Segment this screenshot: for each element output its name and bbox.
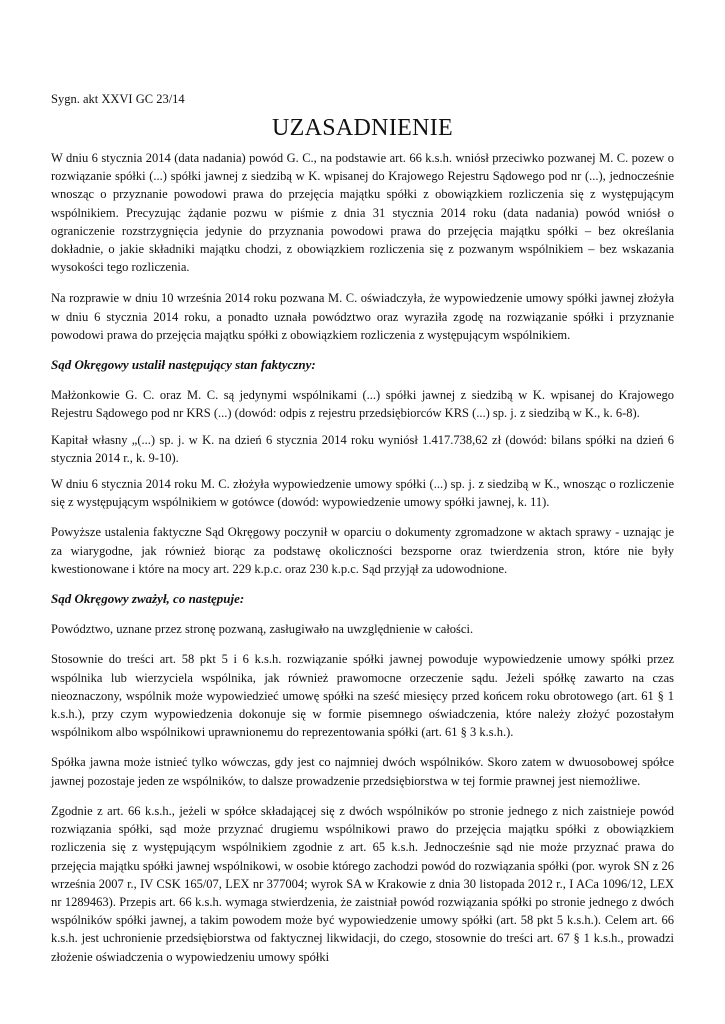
paragraph-hearing: Na rozprawie w dniu 10 września 2014 roku pozwana M. C. oświadczyła, że wypowiedzenie umowy spółki jawnej złożyła w dniu 6 stycznia 2014 roku, a ponadto uznała powództwo oraz wyraziła zgodę na rozwiązanie spółki i przyznanie powodowi prawa do przejęcia majątku spółki z obowiązkiem rozliczenia z występującym wspólnikiem. [51, 291, 674, 342]
paragraph-art-58: Stosownie do treści art. 58 pkt 5 i 6 k.s.h. rozwiązanie spółki jawnej powoduje wypowiedzenie umowy spółki przez wspólnika lub wierzyciela wspólnika, jak również prawomocne orzeczenie sądu. Jeżeli spółkę zawarto na czas nieoznaczony, wspólnik może wypowiedzieć umowę spółki na sześć miesięcy przed końcem roku obrotowego (art. 61 § 1 k.s.h.), przy czym wypowiedzenia dokonuje się w formie pisemnego oświadczenia, które należy złożyć pozostałym wspólnikom albo wspólnikowi uprawnionemu do reprezentowania spółki (art. 61 § 3 k.s.h.). [51, 652, 674, 740]
paragraph-art-66: Zgodnie z art. 66 k.s.h., jeżeli w spółce składającej się z dwóch wspólników po stronie jednego z nich zaistnieje powód rozwiązania spółki, sąd może przyznać drugiemu wspólnikowi prawo do przejęcia majątku spółki z obowiązkiem rozliczenia się z występującym wspólnikiem zgodnie z art. 65 k.s.h. Jednocześnie sąd nie może przyznać prawa do przejęcia majątku spółki jawnej wspólnikowi, w osobie którego zachodzi powód do rozwiązania spółki (por. wyrok SN z 26 września 2007 r., IV CSK 165/07, LEX nr 377004; wyrok SA w Krakowie z dnia 30 listopada 2012 r., I ACa 1096/12, LEX nr 1289463). Przepis art. 66 k.s.h. wymaga stwierdzenia, że zaistniał powód rozwiązania spółki po stronie jednego z dwóch wspólników spółki jawnej, a takim powodem może być wypowiedzenie umowy spółki (art. 58 pkt 5 k.s.h.). Celem art. 66 k.s.h. jest uchronienie przedsiębiorstwa od faktycznej likwidacji, do czego, stosownie do treści art. 67 § 1 k.s.h., prowadzi złożenie oświadczenia o wypowiedzeniu umowy spółki [51, 803, 674, 964]
paragraph-findings-basis: Powyższe ustalenia faktyczne Sąd Okręgowy poczynił w oparciu o dokumenty zgromadzone w aktach sprawy - uznając je za wiarygodne, jak również biorąc za podstawę okoliczności bezsporne oraz twierdzenia stron, które nie były kwestionowane i które na mocy art. 229 k.p.c. oraz 230 k.p.c. Sąd przyjął za udowodnione. [51, 525, 674, 576]
paragraph-claim-granted: Powództwo, uznane przez stronę pozwaną, zasługiwało na uwzględnienie w całości. [51, 622, 474, 637]
paragraph-termination: W dniu 6 stycznia 2014 roku M. C. złożyła wypowiedzenie umowy spółki (...) sp. j. z siedzibą w K., wnosząc o rozliczenie się z występującym wspólnikiem w gotówce (dowód: wypowiedzenie umowy spółki jawnej, k. 11). [51, 477, 674, 510]
paragraph-capital: Kapitał własny „(...) sp. j. w K. na dzień 6 stycznia 2014 roku wyniósł 1.417.738,62 zł (dowód: bilans spółki na dzień 6 stycznia 2014 r., k. 9-10). [51, 432, 674, 465]
paragraph-two-partners: Spółka jawna może istnieć tylko wówczas, gdy jest co najmniej dwóch wspólników. Skoro zatem w dwuosobowej spółce jawnej pozostaje jeden ze wspólników, to dalsze prowadzenie przedsiębiorstwa w tej formie prawnej jest niemożliwe. [51, 755, 674, 788]
document-body [51, 149, 674, 978]
heading-facts: Sąd Okręgowy ustalił następujący stan faktyczny: [51, 357, 316, 373]
document-title: UZASADNIENIE [272, 115, 453, 141]
case-signature: Sygn. akt XXVI GC 23/14 [51, 92, 185, 106]
heading-considerations: Sąd Okręgowy zważył, co następuje: [51, 591, 245, 607]
paragraph-claim: W dniu 6 stycznia 2014 (data nadania) powód G. C., na podstawie art. 66 k.s.h. wniósł przeciwko pozwanej M. C. pozew o rozwiązanie spółki (...) spółki jawnej z siedzibą w K. wpisanej do Krajowego Rejestru Sądowego pod nr (...), jednocześnie wnosząc o przyznanie powodowi prawa do przejęcia majątku spółki z obowiązkiem rozliczenia się z występującym wspólnikiem. Precyzując żądanie pozwu w piśmie z dnia 31 stycznia 2014 roku (data nadania) powód wniósł o ograniczenie rozstrzygnięcia jedynie do przyznania powodowi prawa do przejęcia majątku spółki – bez określania dokładnie, o jakie składniki majątku chodzi, z obowiązkiem rozliczenia się z pozwanym wspólnikiem – bez wskazania wysokości tego rozliczenia. [51, 151, 674, 275]
paragraph-partners: Małżonkowie G. C. oraz M. C. są jedynymi wspólnikami (...) spółki jawnej z siedzibą w K. wpisanej do Krajowego Rejestru Sądowego pod nr KRS (...) (dowód: odpis z rejestru przedsiębiorców KRS (...) sp. j. z siedzibą w K., k. 6-8). [51, 388, 674, 421]
